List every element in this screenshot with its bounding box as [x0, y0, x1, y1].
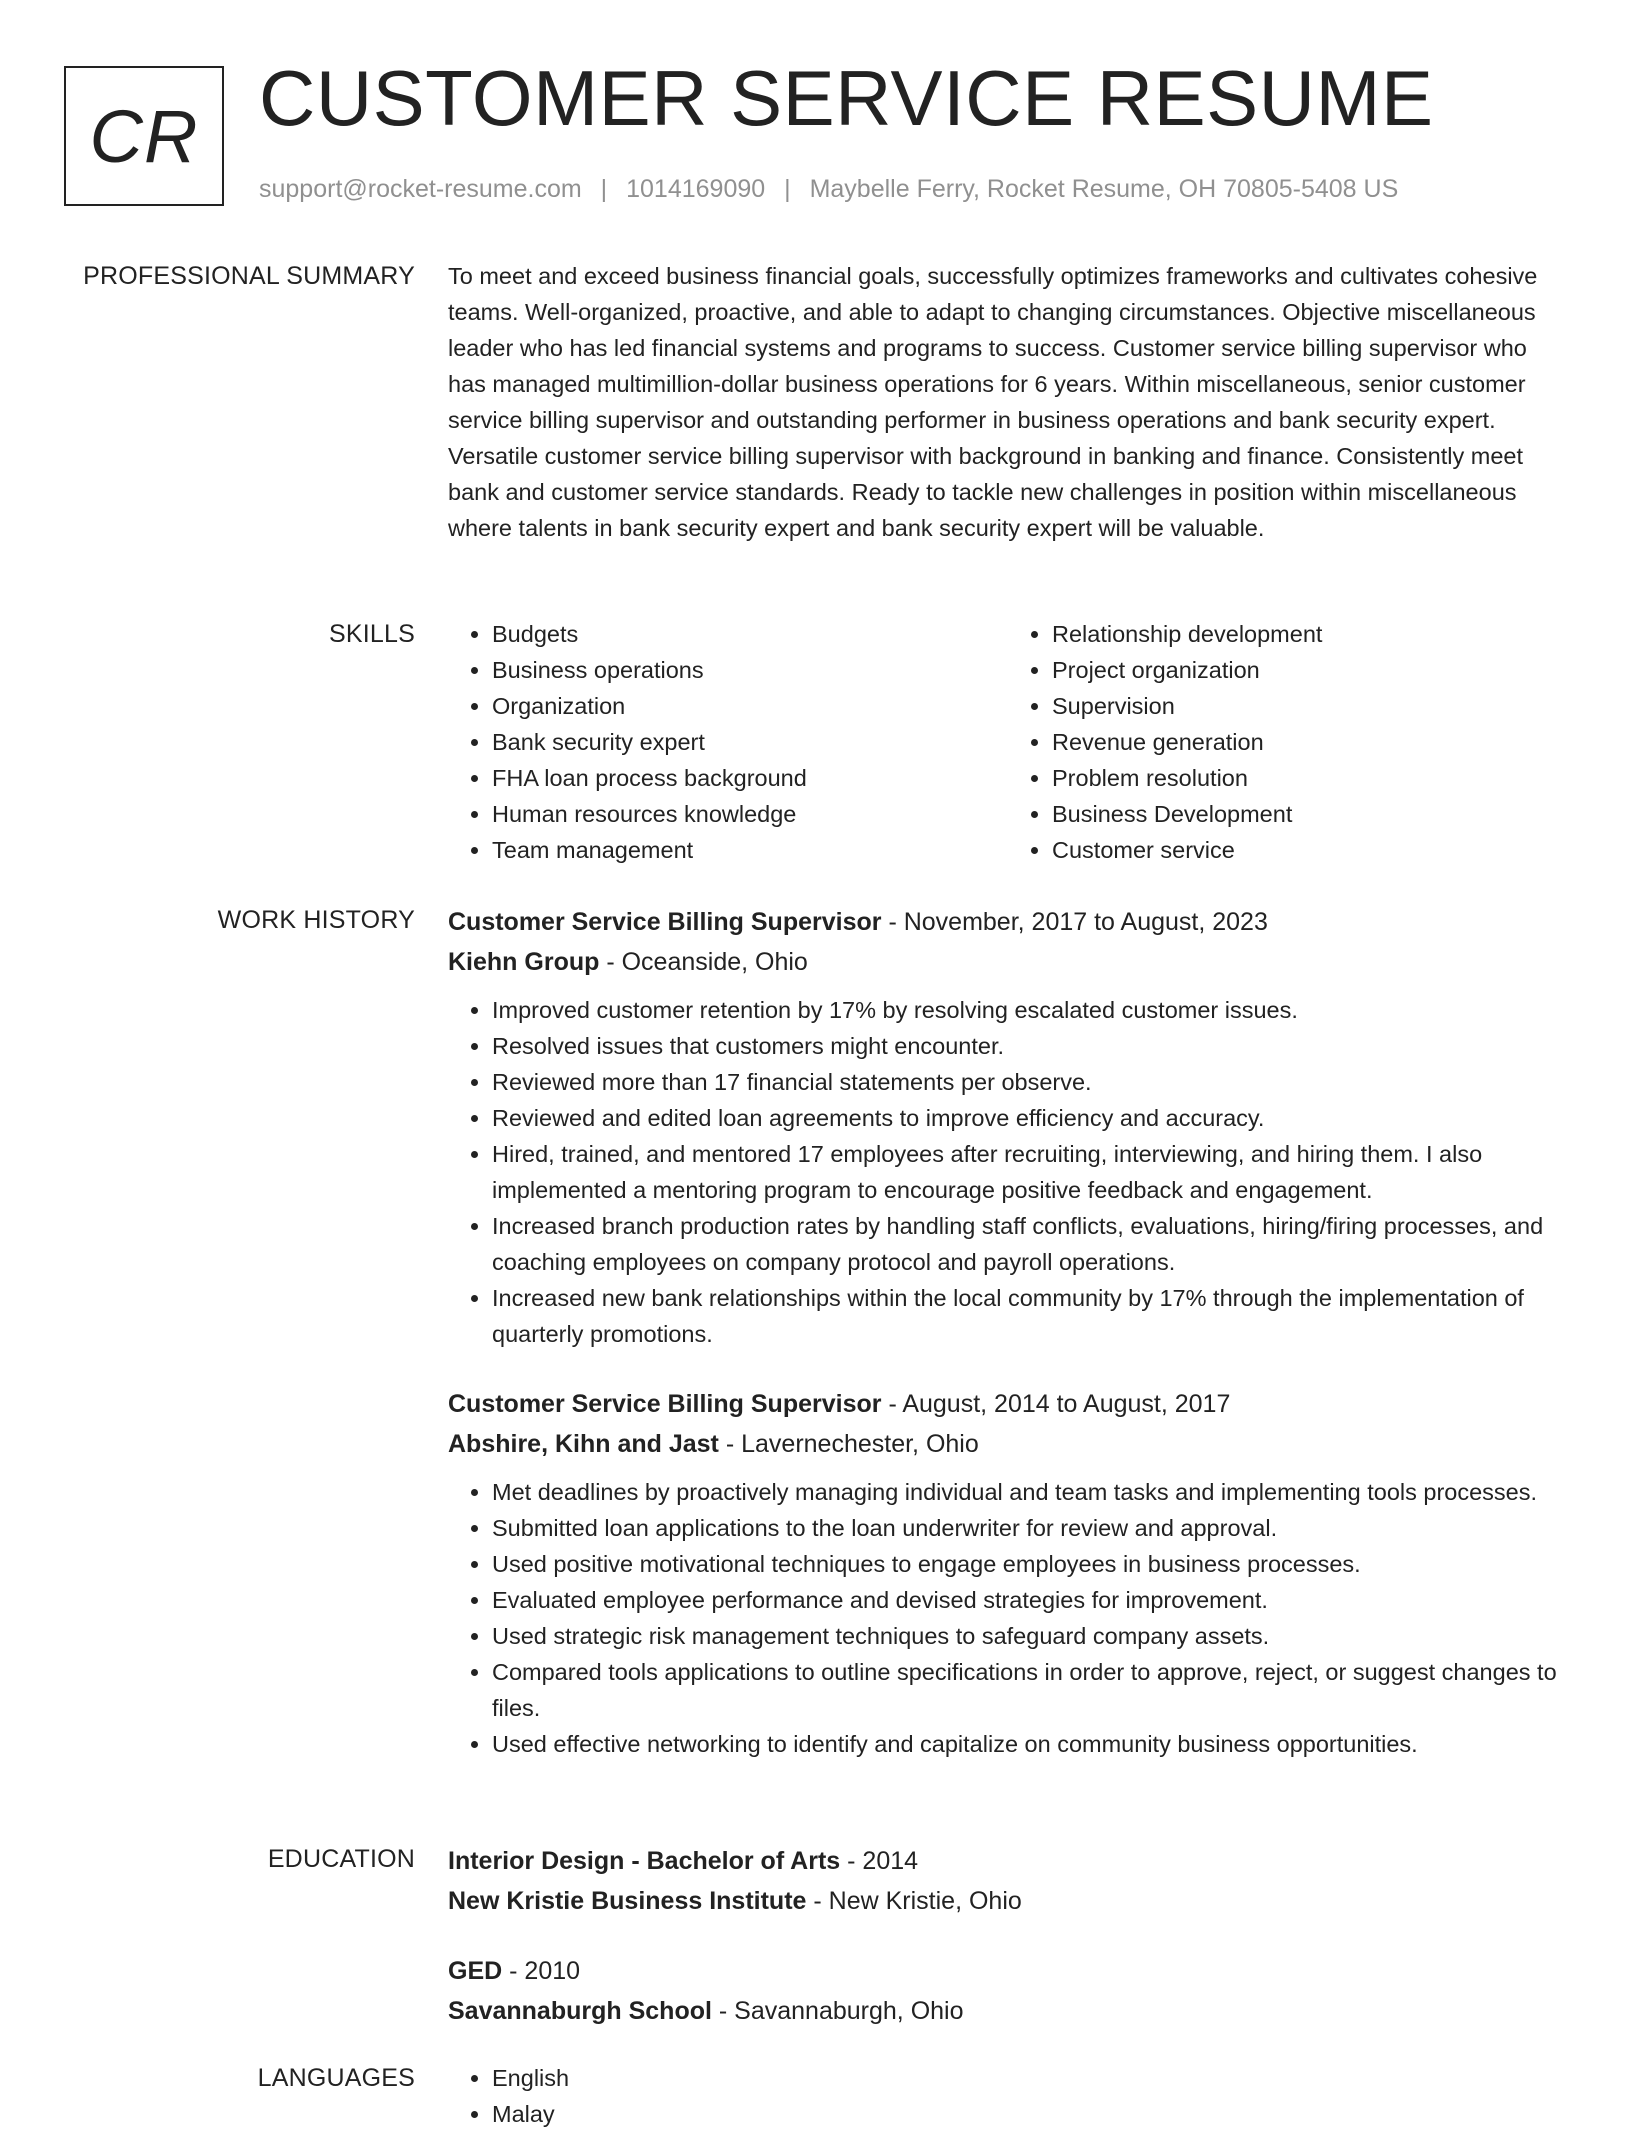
skill-item: • Business operations: [492, 652, 1008, 688]
languages-body: [448, 2060, 1568, 2132]
job-duty: • Improved customer retention by 17% by resolving escalated customer issues.: [492, 992, 1568, 1028]
monogram-text: CR: [89, 94, 199, 178]
job-duty: • Resolved issues that customers might encounter.: [492, 1028, 1568, 1064]
job-duties-list: [448, 1474, 1568, 1762]
job-dates: - November, 2017 to August, 2023: [888, 908, 1268, 936]
education-degree-line: [448, 1951, 1568, 1991]
section-label-education: EDUCATION: [267, 1845, 415, 1873]
job-duty: • Increased new bank relationships within the local community by 17% through the implementation of quarterly promotions.: [492, 1280, 1568, 1352]
job-title-line: [448, 1384, 1568, 1424]
job-company-line: [448, 942, 1568, 982]
education-degree: GED: [448, 1957, 503, 1985]
skill-item: • Problem resolution: [1052, 760, 1568, 796]
skill-item: • Revenue generation: [1052, 724, 1568, 760]
education-school-line: [448, 1881, 1568, 1921]
education-school: New Kristie Business Institute: [448, 1887, 807, 1915]
skill-item: • Business Development: [1052, 796, 1568, 832]
skills-list-right: [1008, 616, 1568, 868]
summary-text: To meet and exceed business financial goals, successfully optimizes frameworks and cultivates cohesive teams. Well-organized, proactive, and able to adapt to changing circumstances. Objective miscellaneous leader who has led financial systems and programs to success. Customer service billing supervisor who has managed multimillion-dollar business operations for 6 years. Within miscellaneous, senior customer service billing supervisor and outstanding performer in business operations and bank security expert. Versatile customer service billing supervisor with background in banking and finance. Consistently meet bank and customer service standards. Ready to tackle new challenges in position within miscellaneous where talents in bank security expert and bank security expert will be valuable.: [448, 263, 1538, 541]
education-school-line: [448, 1991, 1568, 2031]
languages-list: [448, 2060, 1568, 2132]
resume-title: CUSTOMER SERVICE RESUME: [259, 54, 1434, 142]
skill-item: • Human resources knowledge: [492, 796, 1008, 832]
skill-item: • Organization: [492, 688, 1008, 724]
education-year: - 2010: [509, 1957, 581, 1985]
skills-body: [448, 616, 1568, 868]
job-duty: • Reviewed more than 17 financial statements per observe.: [492, 1064, 1568, 1100]
section-label-summary: PROFESSIONAL SUMMARY: [83, 262, 415, 290]
skill-item: • Customer service: [1052, 832, 1568, 868]
skill-item: • Team management: [492, 832, 1008, 868]
job-duty: • Evaluated employee performance and devised strategies for improvement.: [492, 1582, 1568, 1618]
monogram-badge: [64, 66, 224, 206]
education-entry: [448, 1951, 1568, 2031]
job-duty: • Reviewed and edited loan agreements to improve efficiency and accuracy.: [492, 1100, 1568, 1136]
skill-item: • Budgets: [492, 616, 1008, 652]
summary-body: [448, 258, 1568, 546]
skill-item: • Relationship development: [1052, 616, 1568, 652]
section-label-skills: SKILLS: [329, 620, 415, 648]
job-entry: [448, 902, 1568, 1352]
job-duty: • Used effective networking to identify and capitalize on community business opportunities.: [492, 1726, 1568, 1762]
contact-separator: |: [600, 175, 608, 203]
job-entry: [448, 1384, 1568, 1762]
job-title-line: [448, 902, 1568, 942]
contact-phone: 1014169090: [626, 175, 766, 203]
section-label-work-history: WORK HISTORY: [217, 906, 415, 934]
skill-item: • Bank security expert: [492, 724, 1008, 760]
job-duty: • Increased branch production rates by handling staff conflicts, evaluations, hiring/firing processes, and coaching employees on company protocol and payroll operations.: [492, 1208, 1568, 1280]
contact-separator: |: [784, 175, 791, 203]
job-duty: • Submitted loan applications to the loan underwriter for review and approval.: [492, 1510, 1568, 1546]
education-location: - Savannaburgh, Ohio: [718, 1997, 964, 2025]
job-location: - Oceanside, Ohio: [606, 948, 808, 976]
education-degree-line: [448, 1841, 1568, 1881]
job-duty: • Used positive motivational techniques to engage employees in business processes.: [492, 1546, 1568, 1582]
job-duty: • Compared tools applications to outline specifications in order to approve, reject, or suggest changes to files.: [492, 1654, 1568, 1726]
job-location: - Lavernechester, Ohio: [725, 1430, 979, 1458]
language-item: • English: [492, 2060, 1568, 2096]
education-location: - New Kristie, Ohio: [813, 1887, 1022, 1915]
job-company: Abshire, Kihn and Jast: [448, 1430, 719, 1458]
job-title: Customer Service Billing Supervisor: [448, 908, 882, 936]
skills-list-left: [448, 616, 1008, 868]
education-school: Savannaburgh School: [448, 1997, 712, 2025]
contact-address: Maybelle Ferry, Rocket Resume, OH 70805-5408 US: [809, 175, 1399, 203]
job-title: Customer Service Billing Supervisor: [448, 1390, 882, 1418]
job-company-line: [448, 1424, 1568, 1464]
job-dates: - August, 2014 to August, 2017: [888, 1390, 1231, 1418]
job-duty: • Met deadlines by proactively managing individual and team tasks and implementing tools processes.: [492, 1474, 1568, 1510]
skill-item: • FHA loan process background: [492, 760, 1008, 796]
skill-item: • Supervision: [1052, 688, 1568, 724]
contact-line: [259, 175, 1398, 204]
education-year: - 2014: [847, 1847, 919, 1875]
education-body: [448, 1841, 1568, 2031]
language-item: • Malay: [492, 2096, 1568, 2132]
skill-item: • Project organization: [1052, 652, 1568, 688]
job-duties-list: [448, 992, 1568, 1352]
education-degree: Interior Design - Bachelor of Arts: [448, 1847, 841, 1875]
section-label-languages: LANGUAGES: [257, 2064, 415, 2092]
job-duty: • Hired, trained, and mentored 17 employees after recruiting, interviewing, and hiring them. I also implemented a mentoring program to encourage positive feedback and engagement.: [492, 1136, 1568, 1208]
job-duty: • Used strategic risk management techniques to safeguard company assets.: [492, 1618, 1568, 1654]
job-company: Kiehn Group: [448, 948, 600, 976]
work-history-body: [448, 902, 1568, 1762]
education-entry: [448, 1841, 1568, 1921]
contact-email: support@rocket-resume.com: [259, 175, 582, 203]
